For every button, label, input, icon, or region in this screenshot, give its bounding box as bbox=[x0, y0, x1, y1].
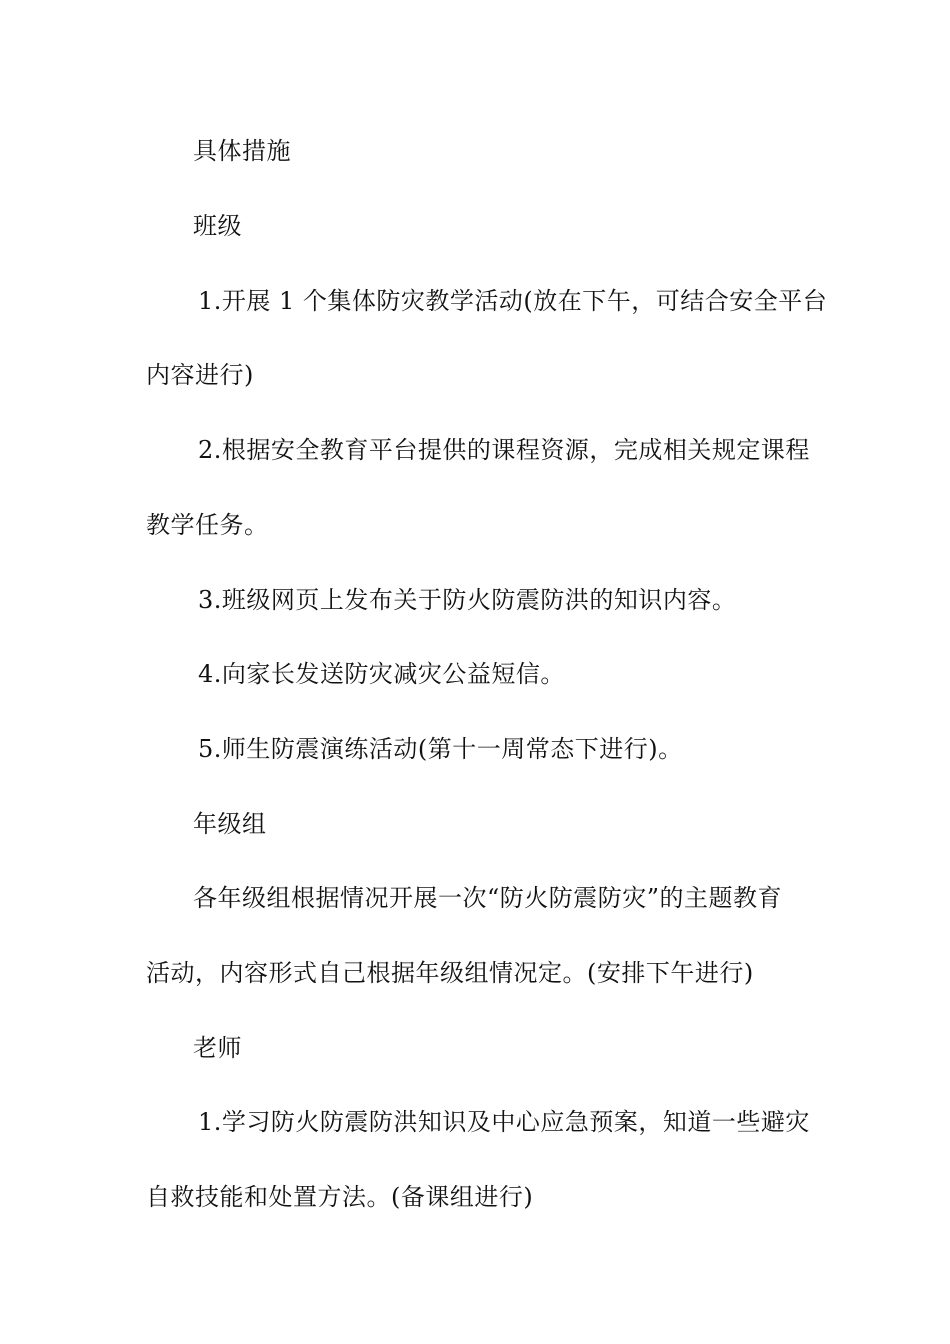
grade-text-line-1: 各年级组根据情况开展一次“防火防震防灾”的主题教育 bbox=[193, 884, 783, 912]
teacher-item-1-line-1: 1.学习防火防震防洪知识及中心应急预案，知道一些避灾 bbox=[198, 1108, 810, 1136]
class-item-5: 5.师生防震演练活动(第十一周常态下进行)。 bbox=[198, 735, 683, 763]
grade-text-line-2: 活动，内容形式自己根据年级组情况定。(安排下午进行) bbox=[146, 959, 754, 987]
teacher-item-1-line-2: 自救技能和处置方法。(备课组进行) bbox=[146, 1183, 534, 1211]
section-title-grade: 年级组 bbox=[193, 810, 267, 838]
class-item-1-line-1: 1.开展 1 个集体防灾教学活动(放在下午，可结合安全平台 bbox=[198, 287, 828, 315]
section-title-teacher: 老师 bbox=[193, 1034, 242, 1062]
class-item-1-line-2: 内容进行) bbox=[146, 361, 254, 389]
class-item-4: 4.向家长发送防灾减灾公益短信。 bbox=[198, 660, 565, 688]
class-item-2-line-2: 教学任务。 bbox=[146, 511, 269, 539]
section-title-class: 班级 bbox=[193, 212, 242, 240]
class-item-2-line-1: 2.根据安全教育平台提供的课程资源，完成相关规定课程 bbox=[198, 436, 810, 464]
class-item-3: 3.班级网页上发布关于防火防震防洪的知识内容。 bbox=[198, 586, 737, 614]
heading-measures: 具体措施 bbox=[193, 137, 291, 165]
